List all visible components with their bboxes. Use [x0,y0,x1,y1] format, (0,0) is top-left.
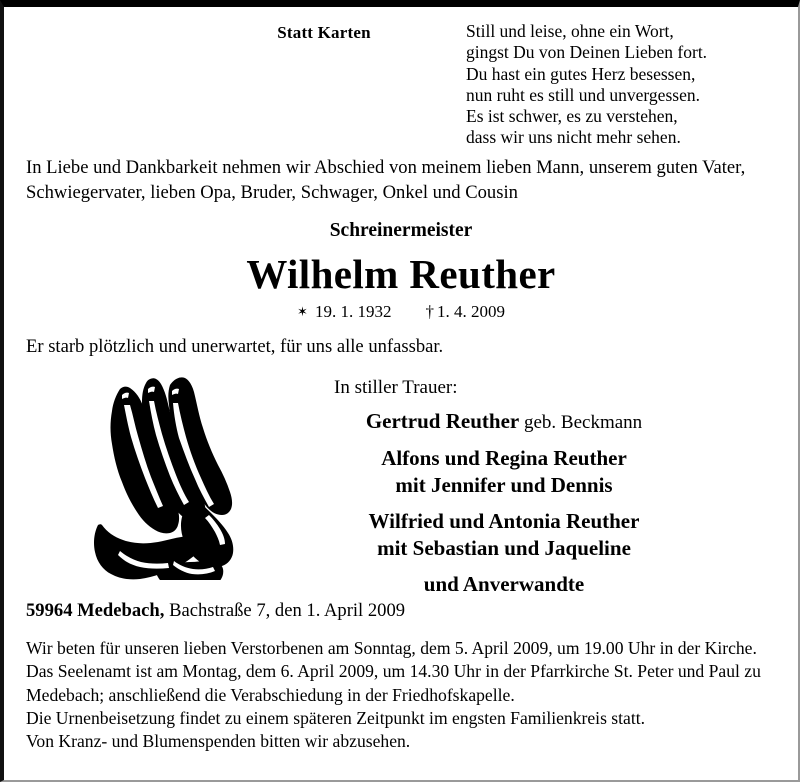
memorial-poem [466,21,786,149]
mourner-group [304,571,704,598]
service-paragraph: Das Seelenamt ist am Montag, dem 6. April 2009, um 14.30 Uhr in der Pfarrkirche St. Peter und Paul zu Medebach; anschließend die Verabschiedung in der Friedhofskapelle. [26,661,761,705]
poem-line: nun ruht es still und unvergessen. [466,84,700,105]
mourner-secondary-line: mit Sebastian und Jaqueline [377,536,631,560]
birth-date: 19. 1. 1932 [314,302,392,321]
mourner-primary-line [304,571,704,598]
mourner-primary-line [304,408,704,436]
mourner-name: Gertrud Reuther [365,409,520,433]
mourner-name: Alfons und Regina Reuther [381,446,627,470]
service-paragraph: Die Urnenbeisetzung findet zu einem späteren Zeitpunkt im engsten Familienkreis statt. [26,707,646,728]
poem-line: Du hast ein gutes Herz besessen, [466,63,696,84]
poem-line: Es ist schwer, es zu verstehen, [466,106,678,127]
notice-inner [4,7,798,780]
life-dates [4,302,798,322]
deceased-name: Wilhelm Reuther [246,251,556,297]
profession-title: Schreinermeister [329,220,473,241]
header-row [4,7,798,147]
mourner-name: und Anverwandte [423,572,585,596]
poem-line: Still und leise, ohne ein Wort, [466,21,674,41]
poem-line: dass wir uns nicht mehr sehen. [466,127,681,148]
death-date: 1. 4. 2009 [436,302,505,321]
mourner-group [304,445,704,499]
address-line [26,600,766,622]
address-city: 59964 Medebach, [26,600,165,621]
address-street-date: Bachstraße 7, den 1. April 2009 [164,600,406,621]
mourner-group [304,408,704,436]
mourner-primary-line [304,445,704,472]
mourner-primary-line [304,508,704,535]
statt-karten-heading: Statt Karten [277,23,371,42]
service-paragraph: Von Kranz- und Blumenspenden bitten wir abzusehen. [26,731,411,752]
service-details [26,637,782,753]
mourning-lead-text: In stiller Trauer: [334,377,458,398]
mourner-name: Wilfried und Antonia Reuther [368,509,640,533]
mourner-maiden-name: geb. Beckmann [519,412,643,433]
mourner-group [304,508,704,562]
mourner-secondary-line: mit Jennifer und Dennis [395,473,613,497]
death-cross-icon: † [425,302,434,321]
poem-line: gingst Du von Deinen Lieben fort. [466,42,708,63]
farewell-intro-text: In Liebe und Dankbarkeit nehmen wir Abschied von meinem lieben Mann, unserem guten Vater, Schwiegervater, lieben Opa, Bruder, Schwager, Onkel und Cousin [26,157,746,203]
praying-hands-icon [62,375,252,580]
mourners-block [304,377,704,607]
service-paragraph: Wir beten für unseren lieben Verstorbenen am Sonntag, dem 5. April 2009, um 19.00 Uhr in der Kirche. [26,638,757,658]
sudden-death-line: Er starb plötzlich und unerwartet, für uns alle unfassbar. [26,336,444,357]
birth-star-icon: ✶ [297,304,308,319]
